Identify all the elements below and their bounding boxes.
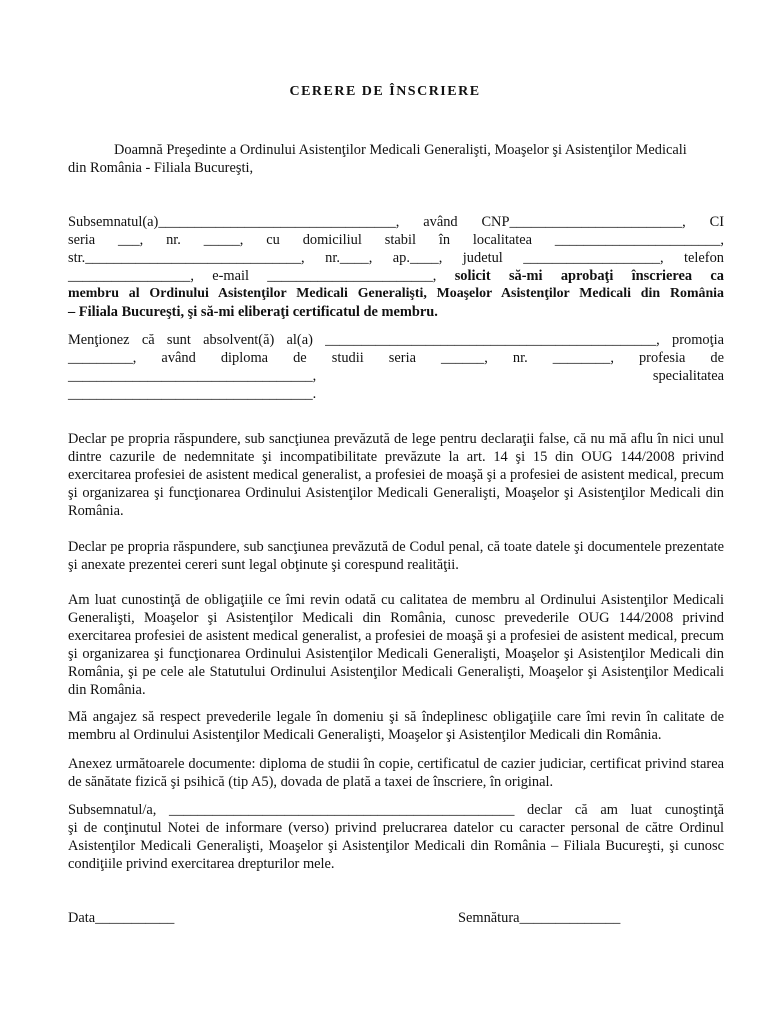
applicant-line-4	[68, 267, 724, 285]
graduation-line-4: __________________________________.	[68, 386, 317, 402]
address-line-1: Doamnă Preşedinte a Ordinului Asistenţilor Medicali Generalişti, Moaşelor şi Asistenţilor Medicali	[114, 142, 687, 158]
obligations-paragraph	[68, 591, 724, 699]
applicant-line-3: str.______________________________, nr.____, ap.____, judetul ___________________, telefon	[68, 250, 724, 266]
applicant-line-6	[68, 303, 724, 321]
privacy-paragraph	[68, 801, 724, 873]
address-salutation	[68, 141, 724, 177]
applicant-details	[68, 213, 724, 321]
address-line-2: din România - Filiala Bucureşti,	[68, 160, 254, 176]
graduation-line-2: _________, având diploma de studii seria ______, nr. ________, profesia de	[68, 350, 724, 366]
graduation-line-3: __________________________________, specialitatea	[68, 368, 724, 384]
annexes-paragraph	[68, 755, 724, 791]
privacy-line-1: Subsemnatul/a, ________________________________________________ declar că am luat cunoştinţă	[68, 802, 724, 818]
applicant-line-5	[68, 285, 724, 303]
declaration-paragraph-2	[68, 538, 724, 574]
date-field-label: Data___________	[68, 910, 175, 926]
obligations-text: Am luat cunostinţă de obligaţiile ce îmi revin odată cu calitatea de membru al Ordinului Asistenţilor Medicali Generalişti, Moaşelor şi Asistenţilor Medicali din România, cunosc prevederile OUG 144/2008 privind exercitarea profesiei de asistent medical generalist, a profesiei de moaşă şi a profesiei de asistent medical, precum şi organizarea şi funcţionarea Ordinului Asistenţilor Medicali Generalişti, Moaşelor şi Asistenţilor Medicali din România, şi pe cele ale Statutului Ordinului Asistenţilor Medicali Generalişti, Moaşelor şi Asistenţilor Medicali din România.	[68, 592, 724, 698]
declaration-paragraph-1	[68, 430, 724, 520]
page-title: CERERE DE ÎNSCRIERE	[289, 84, 481, 99]
applicant-request-bold-2: membru al Ordinului Asistenţilor Medicali Generalişti, Moaşelor Asistenţilor Medicali din România	[68, 286, 724, 301]
applicant-request-bold-3: – Filiala Bucureşti, şi să-mi eliberaţi certificatul de membru.	[68, 304, 438, 320]
applicant-line-2: seria ___, nr. _____, cu domiciliul stabil în localitatea _______________________,	[68, 232, 724, 248]
graduation-line-1: Menţionez că sunt absolvent(ă) al(a) ______________________________________________, promoţia	[68, 332, 724, 348]
signature-field-label: Semnătura______________	[458, 910, 621, 926]
commitment-paragraph	[68, 708, 724, 744]
declaration-1-text: Declar pe propria răspundere, sub sancţiunea prevăzută de lege pentru declaraţii false, că nu mă aflu în nici unul dintre cazurile de nedemnitate şi incompatibilitate prevăzute la art. 14 şi 15 din OUG 144/2008 privind exercitarea profesiei de asistent medical generalist, a profesiei de moaşă şi a profesiei de asistent medical, precum şi organizarea şi funcţionarea Ordinului Asistenţilor Medicali Generalişti, Moaşelor şi Asistenţilor Medicali din România.	[68, 431, 724, 519]
annexes-text: Anexez următoarele documente: diploma de studii în copie, certificatul de cazier judiciar, certificat privind starea de sănătate fizică şi psihică (tip A5), dovada de plată a taxei de înscriere, în original.	[68, 756, 724, 790]
commitment-text: Mă angajez să respect prevederile legale în domeniu şi să îndeplinesc obligaţiile care îmi revin în calitate de membru al Ordinului Asistenţilor Medicali Generalişti, Moaşelor şi Asistenţilor Medicali din România.	[68, 709, 724, 743]
declaration-2-text: Declar pe propria răspundere, sub sancţiunea prevăzută de Codul penal, că toate datele şi documentele prezentate şi anexate prezentei cereri sunt legal obţinute şi corespund realităţii.	[68, 539, 724, 573]
applicant-request-bold: solicit să-mi aprobaţi înscrierea ca	[454, 268, 725, 284]
applicant-line-4-text: _________________, e-mail _______________________,	[68, 268, 455, 284]
privacy-rest: şi de conţinutul Notei de informare (verso) privind prelucrarea datelor cu caracter personal de către Ordinul Asistenţilor Medicali Generalişti, Moaşelor şi Asistenţilor Medicali din România – Filiala Bucureşti, şi cunosc condiţiile privind exercitarea drepturilor mele.	[68, 820, 724, 872]
applicant-line-1: Subsemnatul(a)_________________________________, având CNP________________________, CI	[68, 214, 724, 230]
graduation-details	[68, 331, 724, 403]
signature-row	[68, 909, 724, 929]
